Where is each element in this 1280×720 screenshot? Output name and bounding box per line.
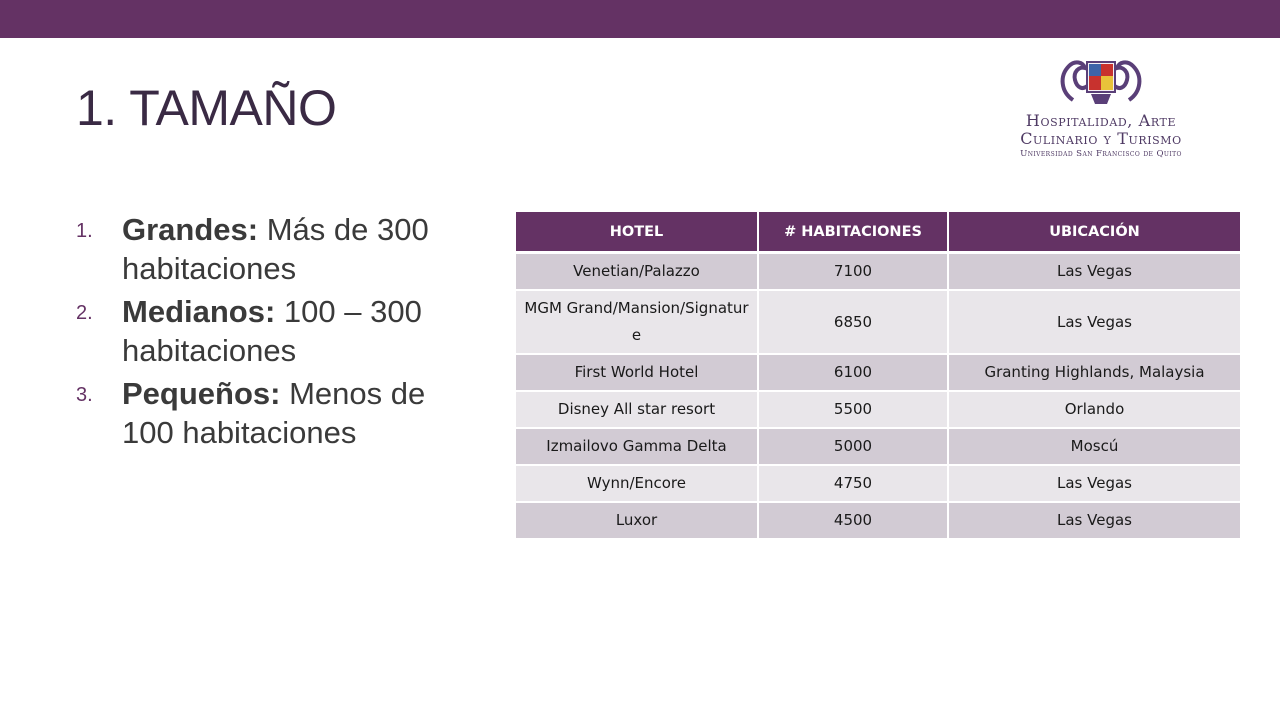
cell-hotel: Disney All star resort bbox=[516, 391, 758, 428]
slide-title: 1. TAMAÑO bbox=[76, 80, 337, 136]
hotels-table bbox=[516, 212, 1240, 540]
list-item-text: 100 – 300 habitaciones bbox=[122, 294, 422, 368]
cell-hotel: Izmailovo Gamma Delta bbox=[516, 428, 758, 465]
table-row bbox=[516, 253, 1240, 291]
cell-hotel: Wynn/Encore bbox=[516, 465, 758, 502]
logo-text-line1: Hospitalidad, Arte bbox=[1025, 111, 1177, 130]
table-row bbox=[516, 428, 1240, 465]
cell-hotel: Venetian/Palazzo bbox=[516, 253, 758, 291]
list-item-label: Pequeños: bbox=[122, 376, 281, 411]
university-logo bbox=[990, 54, 1212, 164]
list-number: 2. bbox=[76, 302, 93, 324]
list-item-medianos bbox=[76, 292, 456, 370]
cell-hotel: First World Hotel bbox=[516, 354, 758, 391]
cell-rooms: 7100 bbox=[758, 253, 948, 291]
logo-text-line3: Universidad San Francisco de Quito bbox=[1020, 149, 1182, 159]
header-ubicacion: UBICACIÓN bbox=[948, 212, 1240, 253]
cell-location: Las Vegas bbox=[948, 290, 1240, 354]
header-hotel: HOTEL bbox=[516, 212, 758, 253]
list-number: 1. bbox=[76, 220, 93, 242]
cell-rooms: 5500 bbox=[758, 391, 948, 428]
table-row bbox=[516, 354, 1240, 391]
table-row bbox=[516, 502, 1240, 539]
cell-rooms: 4500 bbox=[758, 502, 948, 539]
cell-location: Las Vegas bbox=[948, 465, 1240, 502]
table-row bbox=[516, 391, 1240, 428]
list-item-text: Menos de 100 habitaciones bbox=[122, 376, 426, 450]
table-header-row bbox=[516, 212, 1240, 253]
list-number: 3. bbox=[76, 384, 93, 406]
header-habitaciones: # HABITACIONES bbox=[758, 212, 948, 253]
hotel-size-list bbox=[76, 210, 456, 456]
cell-location: Moscú bbox=[948, 428, 1240, 465]
list-item-text: Más de 300 habitaciones bbox=[122, 212, 429, 286]
cell-location: Las Vegas bbox=[948, 502, 1240, 539]
cell-location: Orlando bbox=[948, 391, 1240, 428]
list-item-label: Grandes: bbox=[122, 212, 259, 247]
cell-rooms: 6850 bbox=[758, 290, 948, 354]
list-item-grandes bbox=[76, 210, 456, 288]
cell-rooms: 4750 bbox=[758, 465, 948, 502]
top-accent-bar bbox=[0, 0, 1280, 38]
table-row bbox=[516, 290, 1240, 354]
cell-hotel: MGM Grand/Mansion/Signature bbox=[516, 290, 758, 354]
cell-hotel: Luxor bbox=[516, 502, 758, 539]
cell-rooms: 5000 bbox=[758, 428, 948, 465]
list-item-label: Medianos: bbox=[122, 294, 276, 329]
crest-icon bbox=[1053, 54, 1149, 112]
cell-location: Las Vegas bbox=[948, 253, 1240, 291]
logo-text-line2: Culinario y Turismo bbox=[1020, 129, 1182, 148]
cell-location: Granting Highlands, Malaysia bbox=[948, 354, 1240, 391]
list-item-pequenos bbox=[76, 374, 456, 452]
cell-rooms: 6100 bbox=[758, 354, 948, 391]
table-row bbox=[516, 465, 1240, 502]
